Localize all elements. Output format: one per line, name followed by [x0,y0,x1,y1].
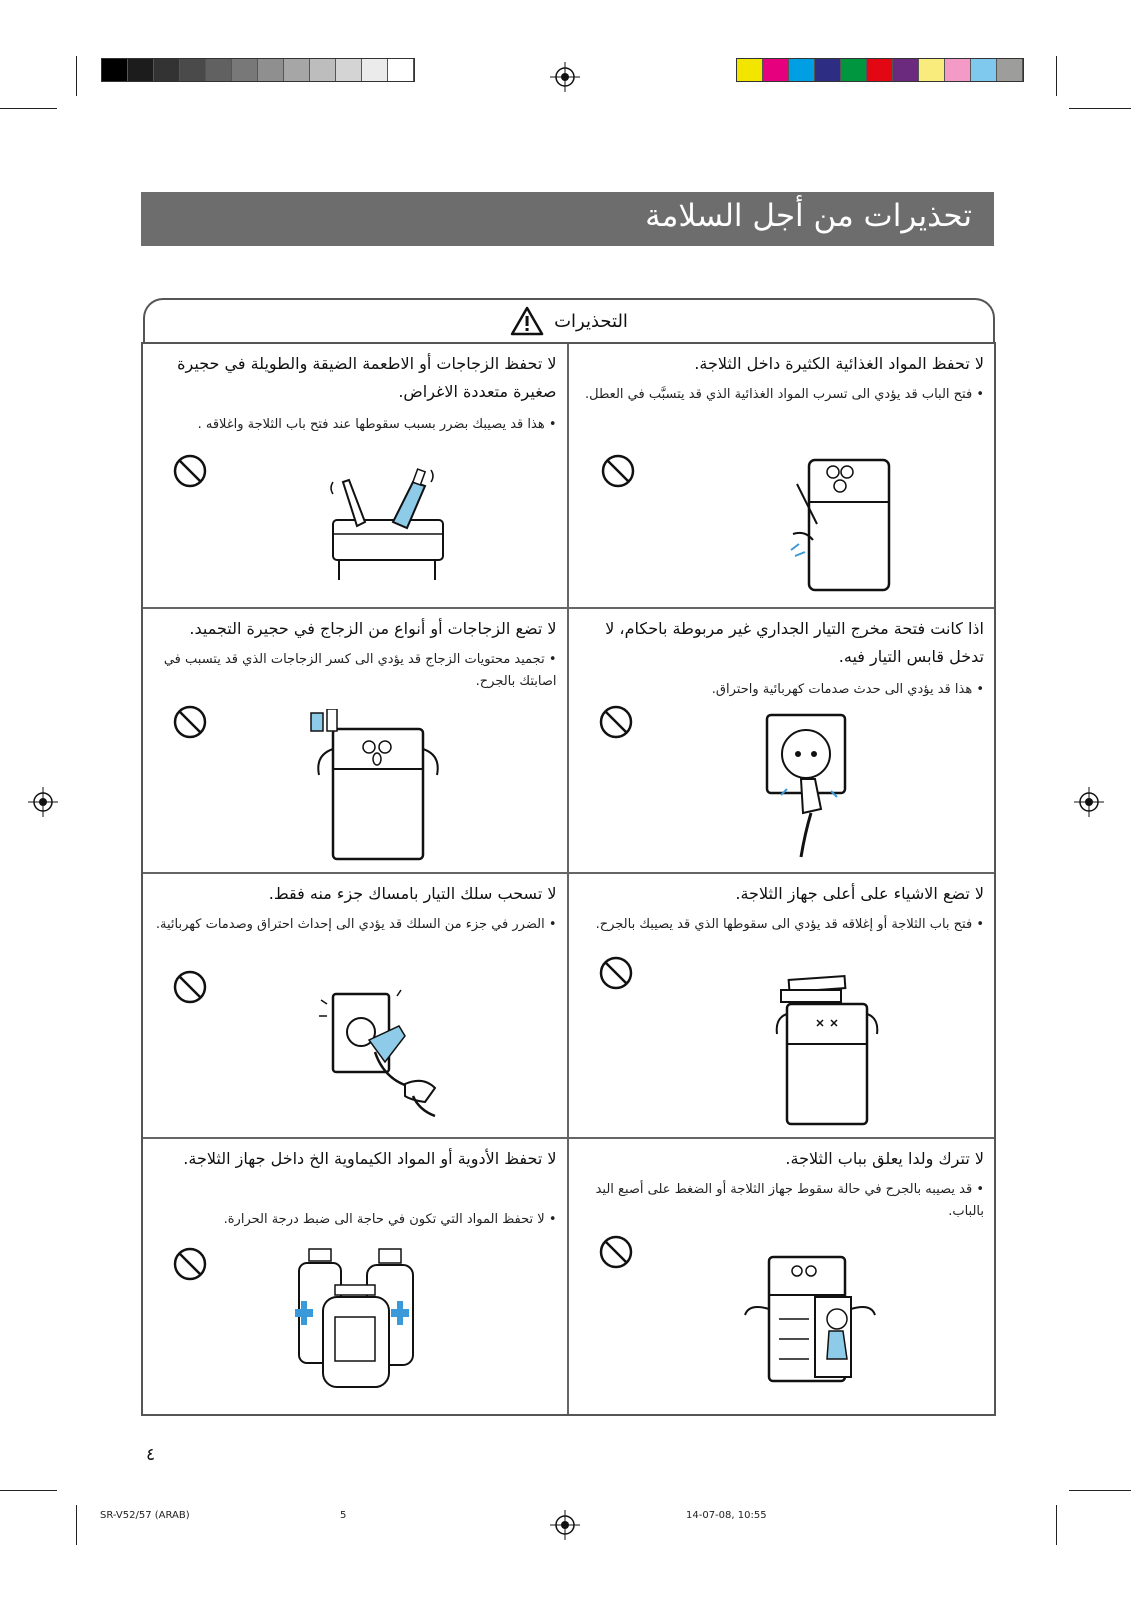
prohibition-icon [601,454,635,488]
warning-bullet: • تجميد محتويات الزجاج قد يؤدي الى كسر الزجاجات الذي قد يتسبب في اصابتك بالجرح. [163,652,557,689]
warning-cell [569,344,995,609]
calibration-swatch [388,59,414,81]
crop-mark [0,1490,57,1491]
grey-calibration-bar [101,58,415,82]
warning-bullet: • هذا قد يصيبك بضرر بسبب سقوطها عند فتح باب الثلاجة واغلاقه . [197,417,557,432]
registration-mark-icon [550,62,580,92]
prohibition-icon [173,454,207,488]
calibration-swatch [284,59,310,81]
warning-cell [143,344,569,609]
warning-heading: لا تضع الزجاجات أو أنواع من الزجاج في حجيرة التجميد. [189,619,557,638]
warning-bullet-text: هذا قد يؤدي الى حدث صدمات كهربائية واحتراق. [711,682,973,697]
calibration-swatch [789,59,815,81]
prohibition-icon [599,705,633,739]
footer-sheet: 5 [340,1510,347,1521]
crop-mark [0,108,57,109]
loose-wall-socket-icon [759,709,859,859]
calibration-swatch [180,59,206,81]
calibration-swatch [919,59,945,81]
warning-bullet-text: هذا قد يصيبك بضرر بسبب سقوطها عند فتح باب الثلاجة واغلاقه . [197,417,545,432]
footer-model: SR-V52/57 (ARAB) [100,1510,190,1521]
warning-bullet: • لا تحفظ المواد التي تكون في حاجة الى ضبط درجة الحرارة. [223,1212,557,1227]
warnings-grid [141,342,996,1416]
calibration-swatch [997,59,1023,81]
warning-heading: اذا كانت فتحة مخرج التيار الجداري غير مربوطة باحكام، لا تدخل قابس التيار فيه. [605,619,984,666]
crop-mark [1056,1505,1057,1545]
warning-cell [143,1139,569,1414]
prohibition-icon [599,956,633,990]
warning-bullet-text: تجميد محتويات الزجاج قد يؤدي الى كسر الزجاجات الذي قد يتسبب في اصابتك بالجرح. [163,652,557,689]
warning-bullet: • الضرر في جزء من السلك قد يؤدي الى إحداث احتراق وصدمات كهربائية. [155,917,557,932]
calibration-swatch [841,59,867,81]
crop-mark [1069,108,1131,109]
warning-bullet-text: الضرر في جزء من السلك قد يؤدي الى إحداث احتراق وصدمات كهربائية. [155,917,545,932]
overfilled-fridge-icon [789,454,899,594]
crop-mark [1069,1490,1131,1491]
warning-bullet-text: قد يصيبه بالجرح في حالة سقوط جهاز الثلاجة أو الضغط على أصبع اليد بالباب. [595,1182,984,1219]
warning-bullet: • قد يصيبه بالجرح في حالة سقوط جهاز الثلاجة أو الضغط على أصبع اليد بالباب. [595,1182,984,1219]
crop-mark [1056,56,1057,96]
calibration-swatch [128,59,154,81]
medicine-bottles-icon [293,1241,423,1391]
calibration-swatch [310,59,336,81]
objects-on-top-icon [769,970,889,1130]
child-hanging-door-icon [739,1249,889,1384]
bottles-door-shelf-icon [323,462,453,582]
page-number: ٤ [146,1445,156,1465]
warning-cell [143,874,569,1139]
calibration-swatch [815,59,841,81]
calibration-swatch [945,59,971,81]
warning-heading: لا تحفظ الأدوية أو المواد الكيماوية الخ داخل جهاز الثلاجة. [183,1149,557,1168]
warning-heading: لا تضع الاشياء على أعلى جهاز الثلاجة. [735,884,984,903]
warning-heading: لا تحفظ الزجاجات أو الاطعمة الضيقة والطويلة في حجيرة صغيرة متعددة الاغراض. [177,354,557,401]
warning-heading: لا تترك ولدا يعلق بباب الثلاجة. [785,1149,984,1168]
bottles-in-freezer-icon [303,709,443,864]
prohibition-icon [599,1235,633,1269]
registration-mark-icon [550,1510,580,1540]
calibration-swatch [893,59,919,81]
warning-bullet: • فتح الباب قد يؤدي الى تسرب المواد الغذائية الذي قد يتسبَّب في العطل. [585,387,984,402]
calibration-swatch [737,59,763,81]
calibration-swatch [362,59,388,81]
calibration-swatch [258,59,284,81]
warning-bullet: • فتح باب الثلاجة أو إغلاقه قد يؤدي الى سقوطها الذي قد يصيبك بالجرح. [595,917,984,932]
calibration-swatch [102,59,128,81]
warning-bullet-text: فتح باب الثلاجة أو إغلاقه قد يؤدي الى سقوطها الذي قد يصيبك بالجرح. [595,917,973,932]
crop-mark [76,1505,77,1545]
warning-heading: لا تحفظ المواد الغذائية الكثيرة داخل الثلاجة. [694,354,984,373]
calibration-swatch [971,59,997,81]
calibration-swatch [232,59,258,81]
registration-mark-icon [1074,787,1104,817]
warning-bullet-text: فتح الباب قد يؤدي الى تسرب المواد الغذائية الذي قد يتسبَّب في العطل. [585,387,973,402]
warning-triangle-icon [510,306,544,336]
warning-bullet-text: لا تحفظ المواد التي تكون في حاجة الى ضبط درجة الحرارة. [223,1212,545,1227]
color-calibration-bar [736,58,1024,82]
footer-timestamp: 14-07-08, 10:55 [686,1510,767,1521]
title-bar [141,192,994,246]
warnings-header [143,298,995,344]
calibration-swatch [763,59,789,81]
warning-bullet: • هذا قد يؤدي الى حدث صدمات كهربائية واحتراق. [711,682,984,697]
page-title: تحذيرات من أجل السلامة [645,198,972,234]
calibration-swatch [206,59,232,81]
warning-cell [143,609,569,874]
prohibition-icon [173,1247,207,1281]
prohibition-icon [173,970,207,1004]
prohibition-icon [173,705,207,739]
crop-mark [76,56,77,96]
registration-mark-icon [28,787,58,817]
pulling-cord-icon [313,980,453,1125]
warning-cell [569,609,995,874]
calibration-swatch [336,59,362,81]
warning-heading: لا تسحب سلك التيار بامساك جزء منه فقط. [268,884,557,903]
warning-cell [569,874,995,1139]
calibration-swatch [867,59,893,81]
warning-cell [569,1139,995,1414]
calibration-swatch [154,59,180,81]
warnings-label: التحذيرات [554,310,628,332]
